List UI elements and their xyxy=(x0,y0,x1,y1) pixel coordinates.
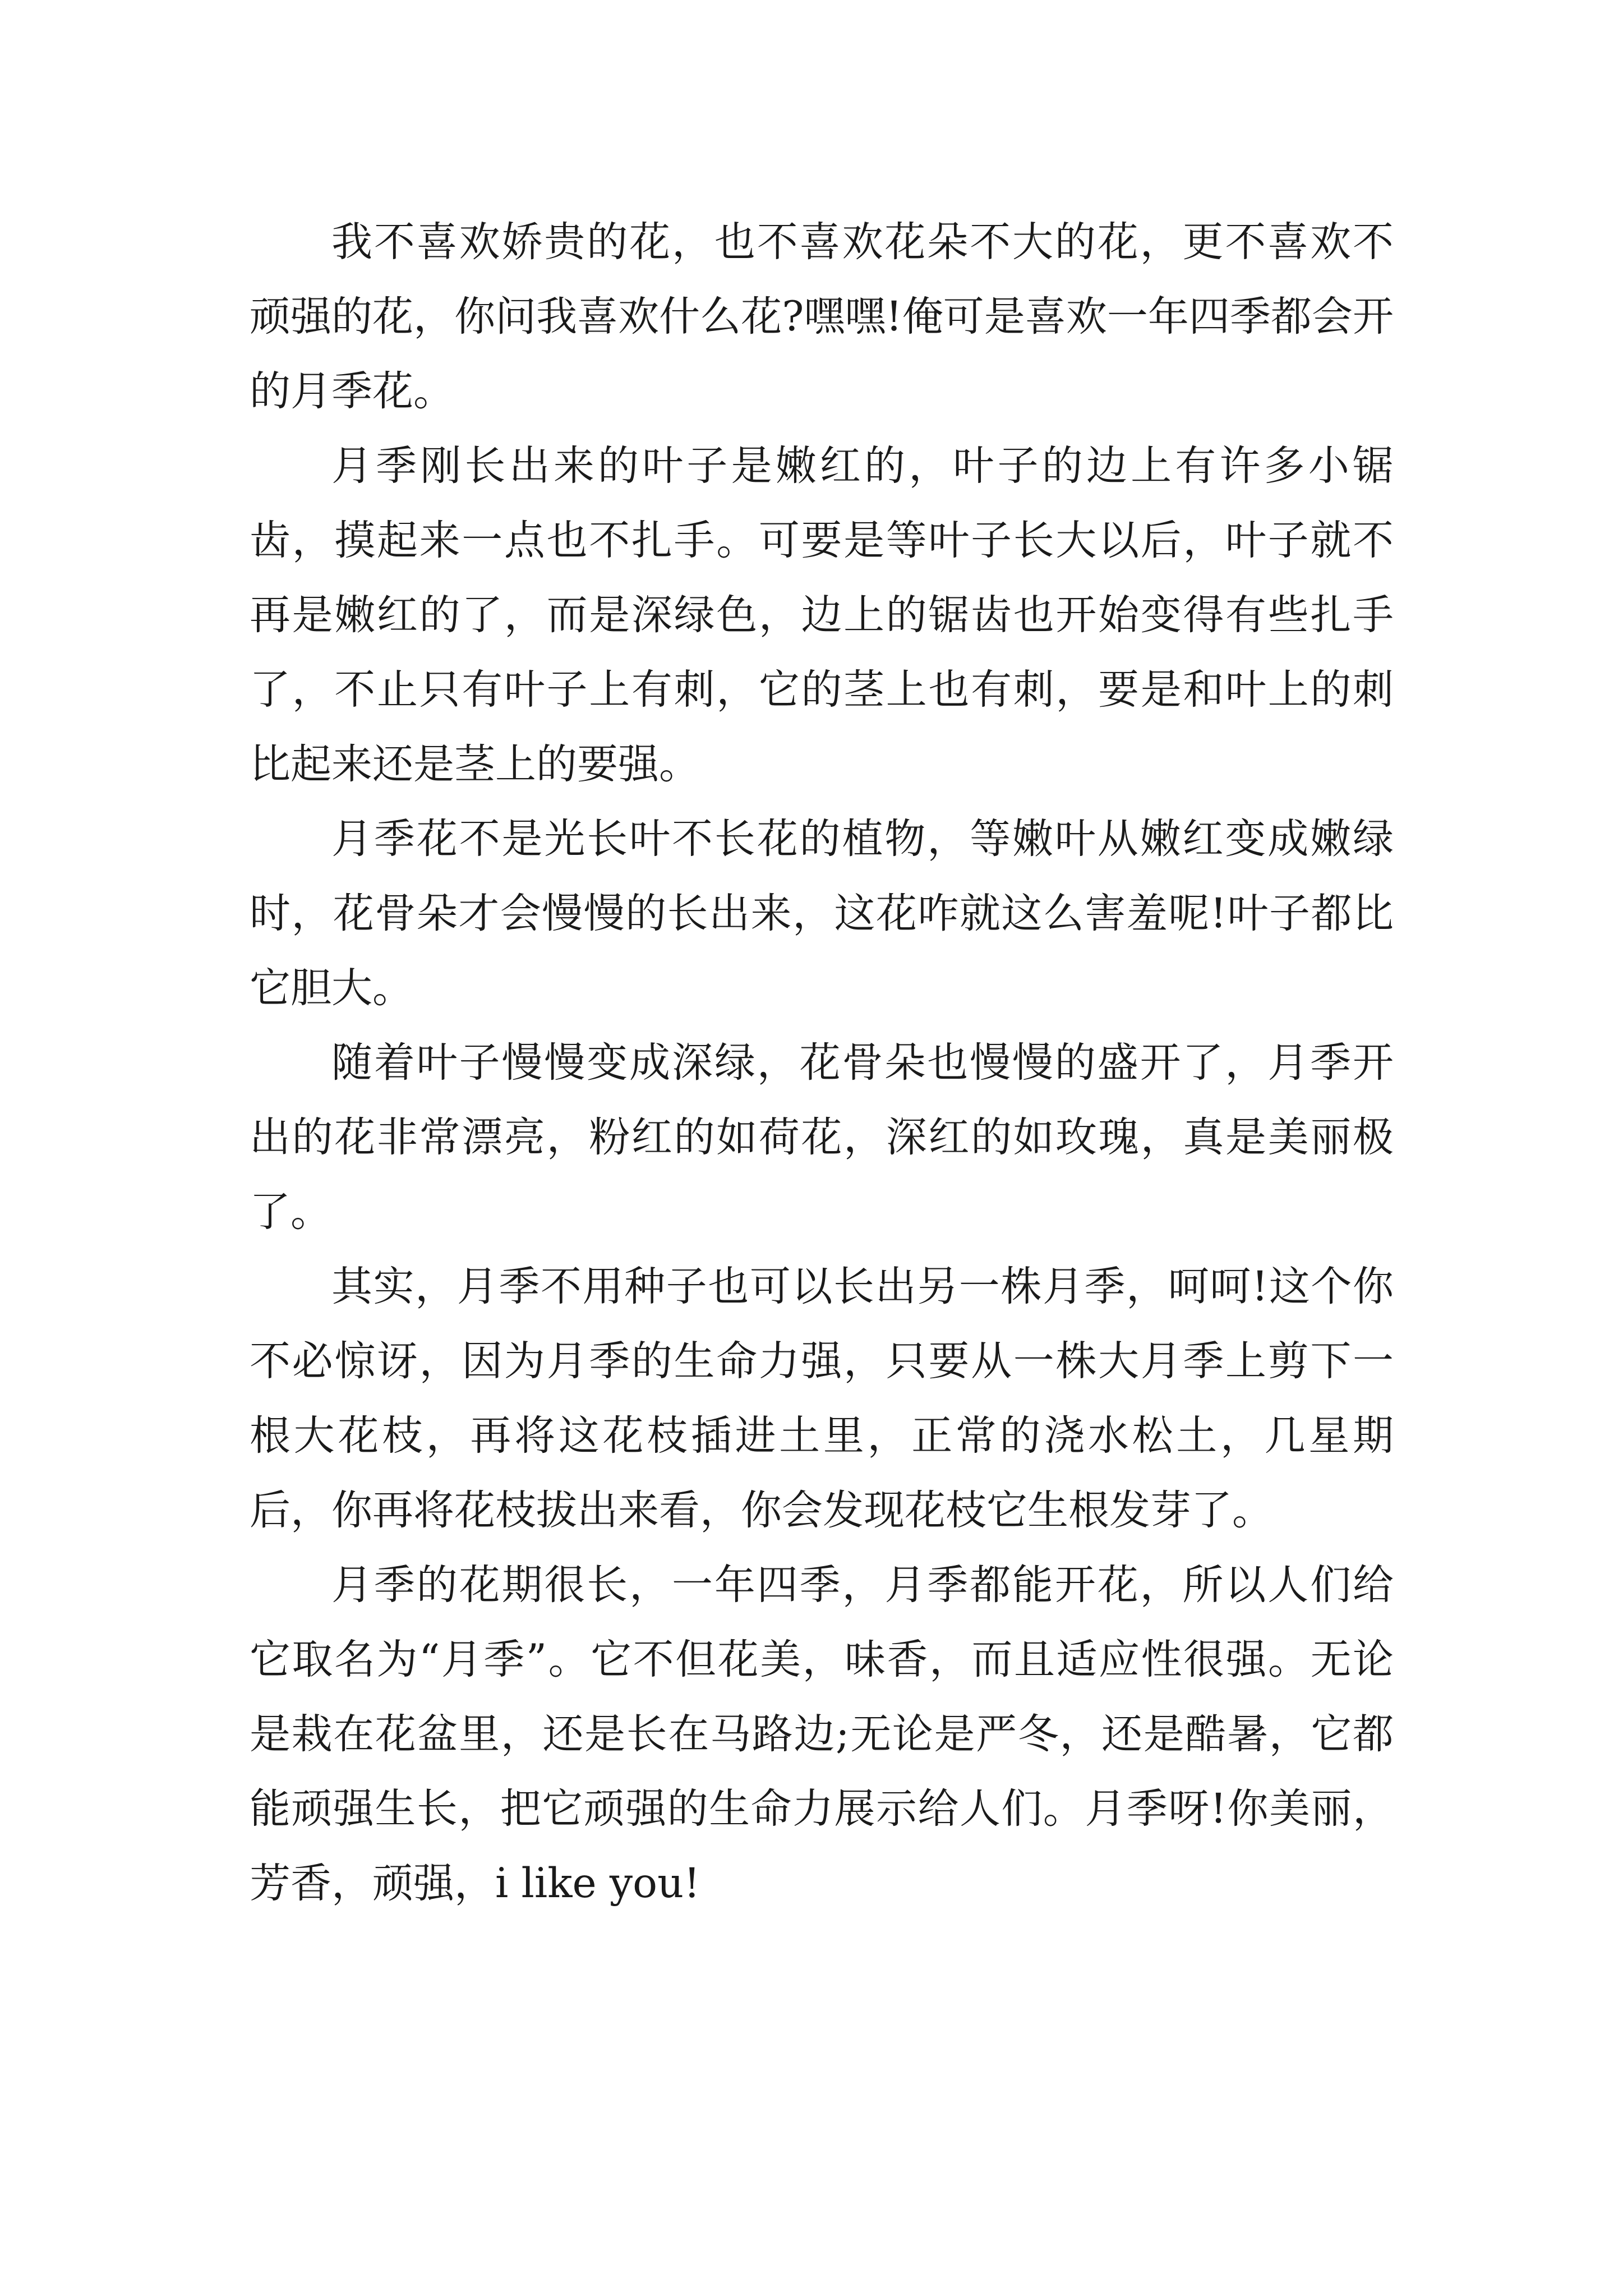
paragraph-4: 随着叶子慢慢变成深绿，花骨朵也慢慢的盛开了，月季开出的花非常漂亮，粉红的如荷花，深红的如玫瑰，真是美丽极了。 xyxy=(250,1039,1394,1236)
paragraph-3: 月季花不是光长叶不长花的植物，等嫩叶从嫩红变成嫩绿时，花骨朵才会慢慢的长出来，这花咋就这么害羞呢!叶子都比它胆大。 xyxy=(250,815,1394,1012)
paragraph-1: 我不喜欢娇贵的花，也不喜欢花朵不大的花，更不喜欢不顽强的花，你问我喜欢什么花?嘿嘿!俺可是喜欢一年四季都会开的月季花。 xyxy=(250,218,1394,415)
paragraph-6: 月季的花期很长，一年四季，月季都能开花，所以人们给它取名为“月季”。它不但花美，味香，而且适应性很强。无论是栽在花盆里，还是长在马路边;无论是严冬，还是酷暑，它都能顽强生长，把它顽强的生命力展示给人们。月季呀!你美丽，芳香，顽强，i like you! xyxy=(250,1561,1394,1907)
document-body xyxy=(250,205,1394,1921)
paragraph-2: 月季刚长出来的叶子是嫩红的，叶子的边上有许多小锯齿，摸起来一点也不扎手。可要是等叶子长大以后，叶子就不再是嫩红的了，而是深绿色，边上的锯齿也开始变得有些扎手了，不止只有叶子上有刺，它的茎上也有刺，要是和叶上的刺比起来还是茎上的要强。 xyxy=(250,442,1394,788)
paragraph-5: 其实，月季不用种子也可以长出另一株月季，呵呵!这个你不必惊讶，因为月季的生命力强，只要从一株大月季上剪下一根大花枝，再将这花枝插进土里，正常的浇水松土，几星期后，你再将花枝拔出来看，你会发现花枝它生根发芽了。 xyxy=(250,1263,1394,1534)
